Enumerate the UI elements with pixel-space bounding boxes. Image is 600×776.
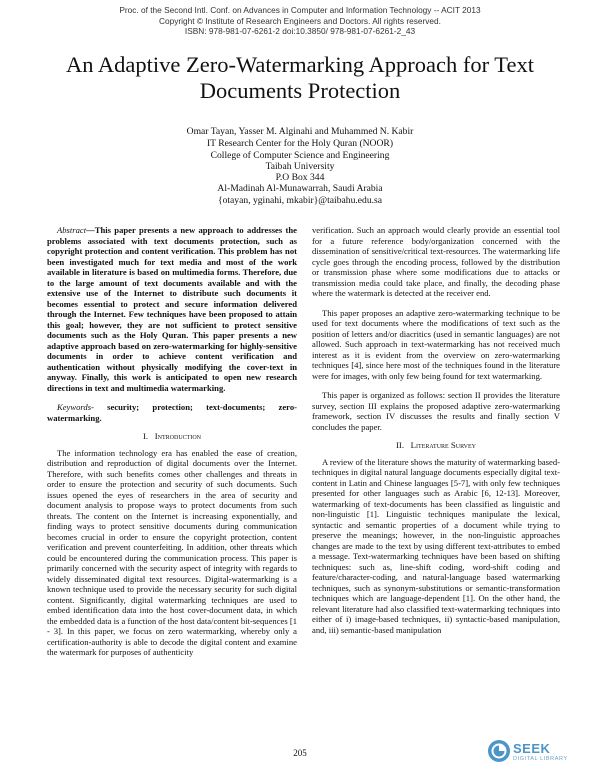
section-1-title: Introduction bbox=[154, 431, 201, 441]
seek-logo-icon bbox=[487, 739, 511, 763]
intro-continued-paragraph: verification. Such an approach would clearly provide an essential tool for a future reference body/organization concerned with the dissemination of sensitive/critical text-resources. The watermarking life cycle goes through the encoding process, followed by the distribution or transmission phase where some modifications due to attacks or transmission media could take place, and finally, the decoding phase where the watermark is detected at the receiver end. bbox=[312, 225, 560, 298]
logo-name: SEEK bbox=[513, 741, 551, 756]
section-2-title: Literature Survey bbox=[410, 440, 476, 450]
left-column bbox=[47, 225, 297, 658]
literature-survey-paragraph: A review of the literature shows the maturity of watermarking based-techniques in digital natural language documents especially digital text-content in Latin and Chinese languages [5-7], with only few techniques presented for other languages such as Arabic [6, 12-13]. Moreover, watermarking of text-documents has been classified as linguistic and non-linguistic [1]. Linguistic techniques manipulate the lexical, syntactic and semantic properties of a document while trying to preserve the meanings; however, in the non-linguistic approaches changes are made to the text by using different text-attributes to embed a message. Text-watermarking techniques have been based on shifting techniques: such as, line-shift coding, word-shift coding and feature/character-coding, and natural-language based watermarking techniques, such as synonym-substitutions or semantic-transformation techniques which are language-dependent [1]. On the other hand, the relevant literature had also classified text-watermarking techniques into either of i) image-based techniques, ii) syntactic-based manipulation, and, iii) semantic-based manipulation bbox=[312, 456, 560, 635]
author-names: Omar Tayan, Yasser M. Alginahi and Muhammed N. Kabir bbox=[186, 126, 414, 137]
abstract-text: —This paper presents a new approach to addresses the problems associated with text documents protection, such as copyright protection and content verification. This problem has not been investigated much for text media and most of the work available in literature is based on multimedia forms. Therefore, due to the large amount of text documents available and with the extensive use of the Internet to distribute such documents it becomes essential to protect and secure information delivered through the Internet. Few techniques have been proposed to attain this goal; however, they are not sufficient to protect sensitive documents such as the Holy Quran. This paper presents a new adaptive approach based on zero-watermarking for highly-sensitive documents in order to achieve content verification and authentication without physically modifying the cover-text in anyway. Finally, this work is anticipated to open new research directions in text and multimedia watermarking. bbox=[47, 225, 297, 393]
author-emails: {otayan, yginahi, mkabir}@taibahu.edu.sa bbox=[217, 194, 383, 206]
right-column bbox=[312, 225, 560, 635]
section-heading-literature-survey bbox=[312, 440, 560, 451]
affiliation-2: College of Computer Science and Engineering bbox=[210, 149, 390, 161]
author-block bbox=[0, 126, 600, 206]
affiliation-3: Taibah University bbox=[265, 160, 335, 172]
paper-title: An Adaptive Zero-Watermarking Approach for Text Documents Protection bbox=[66, 52, 534, 103]
header-line-2: Copyright © Institute of Research Engineers and Doctors. All rights reserved. bbox=[159, 15, 441, 26]
proceedings-header bbox=[0, 5, 600, 37]
proposal-paragraph: This paper proposes an adaptive zero-watermarking technique to be used for text documents where the modifications of text such as the position of letters and/or diacritics (used in semantic languages) are not allowed. Such approach in text-watermarking has not received much interest as it is evident from the overview on zero-watermarking techniques [4], since here most of the techniques found in the literature were for images, with only few being found for text watermarking. bbox=[312, 307, 560, 381]
seek-digital-library-logo bbox=[487, 738, 587, 766]
header-line-1: Proc. of the Second Intl. Conf. on Advances in Computer and Information Technology -- ACIT 2013 bbox=[119, 5, 481, 15]
header-line-3: ISBN: 978-981-07-6261-2 doi:10.3850/ 978-981-07-6261-2_43 bbox=[184, 26, 416, 36]
keywords-label: Keywords- bbox=[57, 402, 94, 412]
keywords bbox=[47, 402, 297, 423]
abstract-label: Abstract bbox=[57, 225, 87, 235]
organization-paragraph: This paper is organized as follows: section II provides the literature survey, section III explains the proposed adaptive zero-watermarking framework, section IV discusses the results and finally section V concludes the paper. bbox=[312, 390, 560, 432]
keywords-text: security; protection; text-documents; zero-watermarking. bbox=[47, 402, 297, 423]
section-heading-introduction bbox=[47, 431, 297, 442]
introduction-paragraph: The information technology era has enabled the ease of creation, distribution and reproduction of digital documents over the Internet. Therefore, with such benefits comes other challenges and threats in order to ensure the protection and security of such documents. Such issues opened the eyes of researchers in the area of security and document analysis to propose ways to protect documents from such threats. The content on the Internet is increasing exponentially, and finding ways to protect sensitive documents during communication becomes crucial in order to ensure the copyright protection, content verification and prevent counterfeiting. In addition, other threats which could be encountered during the communication process. This paper is primarily concerned with the security aspect of integrity with regards to widely disseminated digital text resources. Digital-watermarking is a known technique used to provide the necessary security for such digital content. Significantly, digital watermarking techniques are used to embed identification data into the host cover-document data, in which the embedded data is a function of the host data/content bit-sequences [1 - 3]. In this paper, we focus on zero watermarking, whereby only a certification-authority is able to decode the digital content and examine the watermark for purposes of authenticity bbox=[47, 447, 297, 657]
section-1-numeral: I. bbox=[142, 431, 149, 441]
logo-subtitle: DIGITAL LIBRARY bbox=[513, 756, 568, 762]
section-2-numeral: II. bbox=[396, 440, 405, 450]
affiliation-4: P.O Box 344 bbox=[275, 172, 325, 184]
affiliation-1: IT Research Center for the Holy Quran (NOOR) bbox=[206, 138, 394, 150]
affiliation-5: Al-Madinah Al-Munawarrah, Saudi Arabia bbox=[217, 183, 383, 195]
page-number: 205 bbox=[293, 748, 307, 758]
abstract bbox=[47, 225, 297, 393]
